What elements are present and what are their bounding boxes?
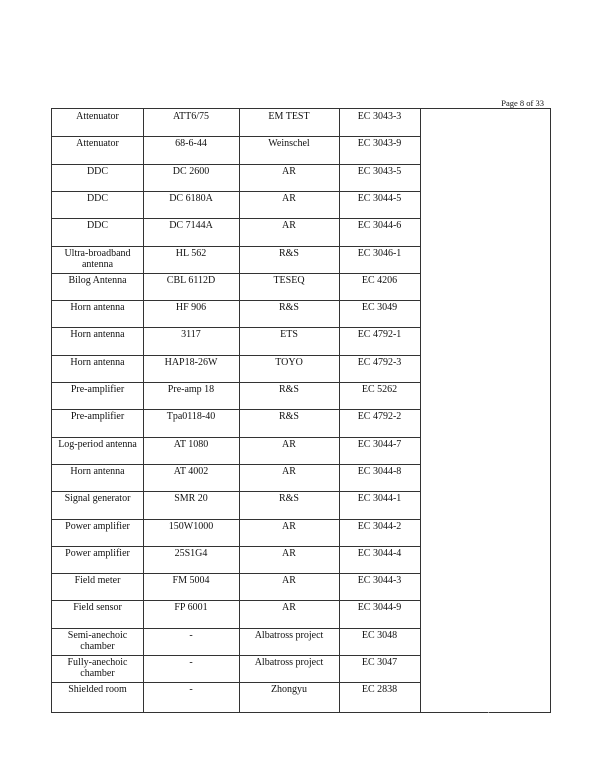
table-row <box>52 600 420 627</box>
manufacturer-cell: R&S <box>278 493 299 505</box>
column-divider <box>420 109 421 712</box>
model-cell: FP 6001 <box>174 602 208 614</box>
scan-speck <box>488 712 489 713</box>
table-row <box>52 382 420 409</box>
model-cell: DC 2600 <box>172 165 210 177</box>
manufacturer-cell: EM TEST <box>268 111 310 122</box>
row-divider <box>52 164 420 165</box>
table-row <box>52 491 420 518</box>
model-cell: - <box>189 684 193 696</box>
manufacturer-cell: AR <box>282 192 296 204</box>
equipment-id-cell: EC 3048 <box>361 629 398 641</box>
manufacturer-cell: Zhongyu <box>270 684 308 696</box>
table-row <box>52 437 420 464</box>
table-row <box>52 218 420 245</box>
row-divider <box>52 546 420 547</box>
row-divider <box>52 355 420 356</box>
model-cell: - <box>189 629 193 641</box>
equipment-name-cell: DDC <box>86 165 109 177</box>
equipment-name-cell: Fully-anechoic chamber <box>67 657 128 679</box>
equipment-id-cell: EC 2838 <box>361 684 398 696</box>
model-cell: 68-6-44 <box>175 138 207 150</box>
manufacturer-cell: R&S <box>278 302 299 314</box>
equipment-name-cell: Horn antenna <box>70 302 125 314</box>
row-divider <box>52 573 420 574</box>
model-cell: 150W1000 <box>168 520 214 532</box>
equipment-name-cell: Attenuator <box>76 111 119 122</box>
table-row <box>52 464 420 491</box>
manufacturer-cell: AR <box>282 520 296 532</box>
equipment-id-cell: EC 3044-8 <box>357 465 402 477</box>
equipment-id-cell: EC 3044-9 <box>357 602 402 614</box>
manufacturer-cell: AR <box>282 575 296 587</box>
row-divider <box>52 437 420 438</box>
model-cell: HF 906 <box>175 302 207 314</box>
equipment-id-cell: EC 3044-7 <box>357 438 402 450</box>
equipment-name-cell: Ultra-broadband antenna <box>64 247 131 270</box>
model-cell: Tpa0118-40 <box>166 411 216 423</box>
equipment-id-cell: EC 4792-1 <box>357 329 402 341</box>
manufacturer-cell: R&S <box>278 247 299 259</box>
table-row <box>52 355 420 382</box>
model-cell: AT 4002 <box>173 465 209 477</box>
equipment-id-cell: EC 3044-4 <box>357 547 402 559</box>
manufacturer-cell: R&S <box>278 411 299 423</box>
table-row <box>52 136 420 163</box>
equipment-id-cell: EC 3044-5 <box>357 192 402 204</box>
equipment-name-cell: Pre-amplifier <box>70 411 125 423</box>
table-row <box>52 655 420 682</box>
table-row <box>52 546 420 573</box>
table-row <box>52 628 420 655</box>
manufacturer-cell: TESEQ <box>273 274 305 286</box>
equipment-id-cell: EC 5262 <box>361 384 398 395</box>
model-cell: ATT6/75 <box>172 111 210 122</box>
manufacturer-cell: AR <box>282 465 296 477</box>
row-divider <box>52 382 420 383</box>
model-cell: SMR 20 <box>174 493 208 505</box>
row-divider <box>52 136 420 137</box>
model-cell: CBL 6112D <box>166 274 216 286</box>
manufacturer-cell: AR <box>282 547 296 559</box>
equipment-id-cell: EC 4792-2 <box>357 411 402 423</box>
manufacturer-cell: AR <box>282 165 296 177</box>
equipment-id-cell: EC 3044-1 <box>357 493 402 505</box>
equipment-name-cell: Attenuator <box>76 138 119 150</box>
model-cell: - <box>189 657 193 668</box>
equipment-id-cell: EC 3046-1 <box>357 247 402 259</box>
row-divider <box>52 655 420 656</box>
equipment-name-cell: Signal generator <box>64 493 131 505</box>
manufacturer-cell: TOYO <box>275 356 303 368</box>
row-divider <box>52 409 420 410</box>
manufacturer-cell: Weinschel <box>268 138 310 150</box>
equipment-id-cell: EC 3043-9 <box>357 138 402 150</box>
row-divider <box>52 682 420 683</box>
equipment-id-cell: EC 3044-6 <box>357 220 402 232</box>
table-row <box>52 682 420 709</box>
equipment-name-cell: Horn antenna <box>70 329 125 341</box>
table-row <box>52 519 420 546</box>
equipment-name-cell: Power amplifier <box>65 547 130 559</box>
equipment-name-cell: Field sensor <box>73 602 122 614</box>
manufacturer-cell: AR <box>282 220 296 232</box>
model-cell: 3117 <box>181 329 201 341</box>
equipment-id-cell: EC 3044-3 <box>357 575 402 587</box>
equipment-id-cell: EC 4206 <box>361 274 398 286</box>
table-row <box>52 191 420 218</box>
page-number: Page 8 of 33 <box>501 98 544 108</box>
table-row <box>52 164 420 191</box>
table-row <box>52 109 420 136</box>
equipment-table <box>51 108 551 713</box>
table-row <box>52 327 420 354</box>
equipment-name-cell: Shielded room <box>68 684 127 696</box>
equipment-name-cell: Horn antenna <box>70 356 125 368</box>
table-row <box>52 409 420 436</box>
equipment-name-cell: Horn antenna <box>70 465 125 477</box>
table-row <box>52 273 420 300</box>
manufacturer-cell: ETS <box>280 329 298 341</box>
row-divider <box>52 273 420 274</box>
model-cell: FM 5004 <box>172 575 210 587</box>
model-cell: DC 7144A <box>169 220 213 232</box>
row-divider <box>52 519 420 520</box>
model-cell: AT 1080 <box>173 438 209 450</box>
equipment-name-cell: Pre-amplifier <box>70 384 125 395</box>
row-divider <box>52 600 420 601</box>
equipment-name-cell: DDC <box>86 192 109 204</box>
row-divider <box>52 300 420 301</box>
table-row <box>52 573 420 600</box>
equipment-id-cell: EC 3049 <box>361 302 398 314</box>
manufacturer-cell: Albatross project <box>254 629 324 641</box>
model-cell: Pre-amp 18 <box>167 384 215 395</box>
equipment-name-cell: Power amplifier <box>65 520 130 532</box>
equipment-id-cell: EC 3043-3 <box>357 111 402 122</box>
row-divider <box>52 246 420 247</box>
model-cell: HAP18-26W <box>164 356 218 368</box>
model-cell: 25S1G4 <box>174 547 208 559</box>
manufacturer-cell: Albatross project <box>254 657 324 668</box>
equipment-name-cell: Log-period antenna <box>58 438 137 450</box>
equipment-id-cell: EC 4792-3 <box>357 356 402 368</box>
equipment-name-cell: Semi-anechoic chamber <box>67 629 128 652</box>
equipment-name-cell: Field meter <box>74 575 121 587</box>
manufacturer-cell: R&S <box>278 384 299 395</box>
row-divider <box>52 191 420 192</box>
row-divider <box>52 327 420 328</box>
row-divider <box>52 628 420 629</box>
row-divider <box>52 218 420 219</box>
table-row <box>52 300 420 327</box>
equipment-id-cell: EC 3044-2 <box>357 520 402 532</box>
row-divider <box>52 464 420 465</box>
model-cell: HL 562 <box>175 247 207 259</box>
equipment-name-cell: DDC <box>86 220 109 232</box>
row-divider <box>52 491 420 492</box>
table-row <box>52 246 420 273</box>
equipment-name-cell: Bilog Antenna <box>68 274 127 286</box>
equipment-id-cell: EC 3047 <box>361 657 398 668</box>
manufacturer-cell: AR <box>282 602 296 614</box>
model-cell: DC 6180A <box>169 192 213 204</box>
manufacturer-cell: AR <box>282 438 296 450</box>
equipment-id-cell: EC 3043-5 <box>357 165 402 177</box>
